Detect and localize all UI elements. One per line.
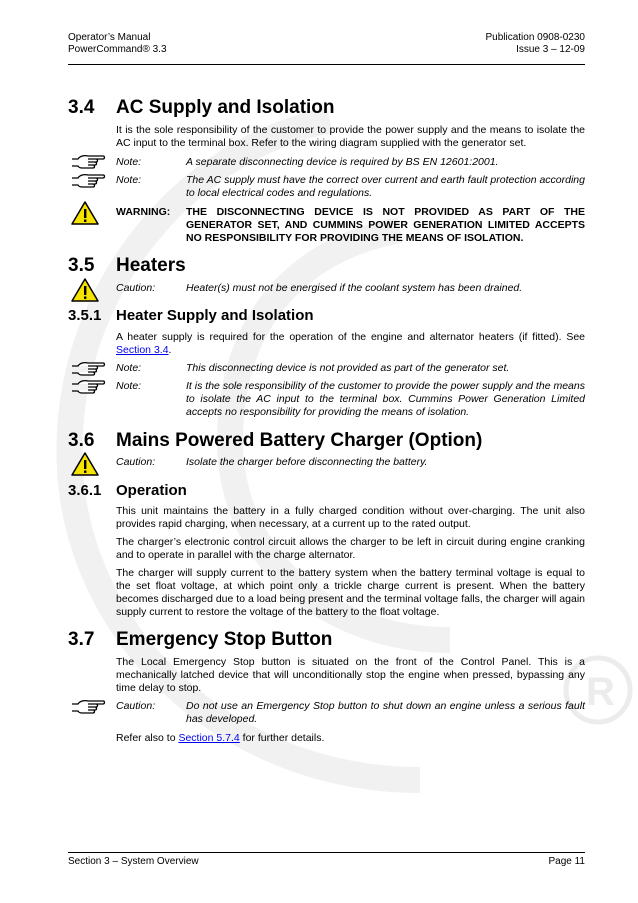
pointing-hand-icon: [70, 360, 106, 380]
warning-triangle-icon: [70, 200, 100, 226]
note-label: Note:: [116, 380, 142, 392]
caution-label: Caution:: [116, 282, 156, 294]
caution-label: Caution:: [116, 700, 156, 712]
svg-text:R: R: [586, 670, 615, 714]
section-3-6-1-number: 3.6.1: [68, 482, 102, 499]
section-3-6-1-title: Operation: [116, 482, 187, 499]
footer-rule: [68, 852, 585, 853]
section-3-5-number: 3.5: [68, 255, 95, 276]
caution-label: Caution:: [116, 456, 156, 468]
note-label: Note:: [116, 362, 142, 374]
warning-text: THE DISCONNECTING DEVICE IS NOT PROVIDED AS PART OF THE GENERATOR SET, AND CUMMINS POWER GENERATION LIMITED ACCEPTS NO RESPONSIBILITY FOR PROVIDING THE MEANS OF ISOLATION.: [186, 206, 585, 244]
section-3-5-title: Heaters: [116, 255, 186, 276]
header-issue: Issue 3 – 12-09: [516, 44, 585, 55]
section-3-4-number: 3.4: [68, 97, 95, 118]
section-3-6-title: Mains Powered Battery Charger (Option): [116, 430, 483, 451]
pointing-hand-icon: [70, 153, 106, 173]
caution-text: Do not use an Emergency Stop button to shut down an engine unless a serious fault has developed.: [186, 700, 585, 725]
section-3-7-number: 3.7: [68, 629, 95, 650]
section-3-6-1-paragraph-3: The charger will supply current to the battery system when the battery terminal voltage is equal to the set float voltage, at which point only a trickle charge current is present. When the battery becomes discharged due to a load being present and the terminal voltage falls, the charger will again supply current to restore the voltage of the battery to the float voltage.: [116, 567, 585, 618]
header-manual-title: Operator’s Manual: [68, 32, 151, 43]
warning-triangle-icon: [70, 451, 100, 477]
section-3-6-number: 3.6: [68, 430, 95, 451]
section-5-7-4-link[interactable]: Section 5.7.4: [178, 732, 240, 744]
section-3-5-1-number: 3.5.1: [68, 307, 102, 324]
section-3-5-1-body: [116, 331, 585, 357]
pointing-hand-icon: [70, 378, 106, 398]
header-product-name: PowerCommand® 3.3: [68, 44, 167, 55]
pointing-hand-icon: [70, 172, 106, 192]
refer-text: Refer also to: [116, 732, 176, 744]
warning-label: WARNING:: [116, 206, 171, 218]
section-3-6-1-paragraph-2: The charger’s electronic control circuit allows the charger to be left in circuit during engine cranking and to operate in parallel with the charge alternator.: [116, 536, 585, 561]
caution-text: Heater(s) must not be energised if the coolant system has been drained.: [186, 282, 523, 294]
section-3-5-1-body-text: A heater supply is required for the operation of the engine and alternator heaters (if fitted). See: [116, 331, 585, 343]
section-3-7-refer: [116, 732, 585, 745]
section-3-4-body: It is the sole responsibility of the customer to provide the power supply and the means to isolate the AC input to the terminal box. Refer to the wiring diagram supplied with the generator set.: [116, 124, 585, 149]
section-3-4-title: AC Supply and Isolation: [116, 97, 335, 118]
pointing-hand-icon: [70, 698, 106, 718]
section-3-7-body: The Local Emergency Stop button is situated on the front of the Control Panel. This is a mechanically latched device that will unconditionally stop the engine when pressed, bypassing any time delay to stop.: [116, 656, 585, 694]
note-text: The AC supply must have the correct over current and earth fault protection according to local electrical codes and regulations.: [186, 174, 585, 199]
warning-triangle-icon: [70, 277, 100, 303]
note-text: It is the sole responsibility of the customer to provide the power supply and the means to isolate the AC input to the terminal box. Cummins Power Generation Limited accepts no responsibility for providing the means of isolation.: [186, 380, 585, 418]
note-label: Note:: [116, 174, 142, 186]
note-text: This disconnecting device is not provided as part of the generator set.: [186, 362, 510, 374]
note-text: A separate disconnecting device is required by BS EN 12601:2001.: [186, 156, 499, 168]
caution-text: Isolate the charger before disconnecting the battery.: [186, 456, 428, 468]
section-3-6-1-paragraph-1: This unit maintains the battery in a fully charged condition without over-charging. The unit also provides rapid charging, when necessary, at a current up to the rated output.: [116, 505, 585, 530]
body-period: .: [168, 344, 172, 356]
section-3-4-link[interactable]: Section 3.4: [116, 344, 169, 356]
refer-text-end: for further details.: [242, 732, 325, 744]
section-3-5-1-title: Heater Supply and Isolation: [116, 307, 314, 324]
header-publication: Publication 0908-0230: [485, 32, 585, 43]
footer-section: Section 3 – System Overview: [68, 856, 199, 867]
note-label: Note:: [116, 156, 142, 168]
header-rule: [68, 64, 585, 65]
section-3-7-title: Emergency Stop Button: [116, 629, 333, 650]
footer-page-number: Page 11: [548, 856, 585, 867]
